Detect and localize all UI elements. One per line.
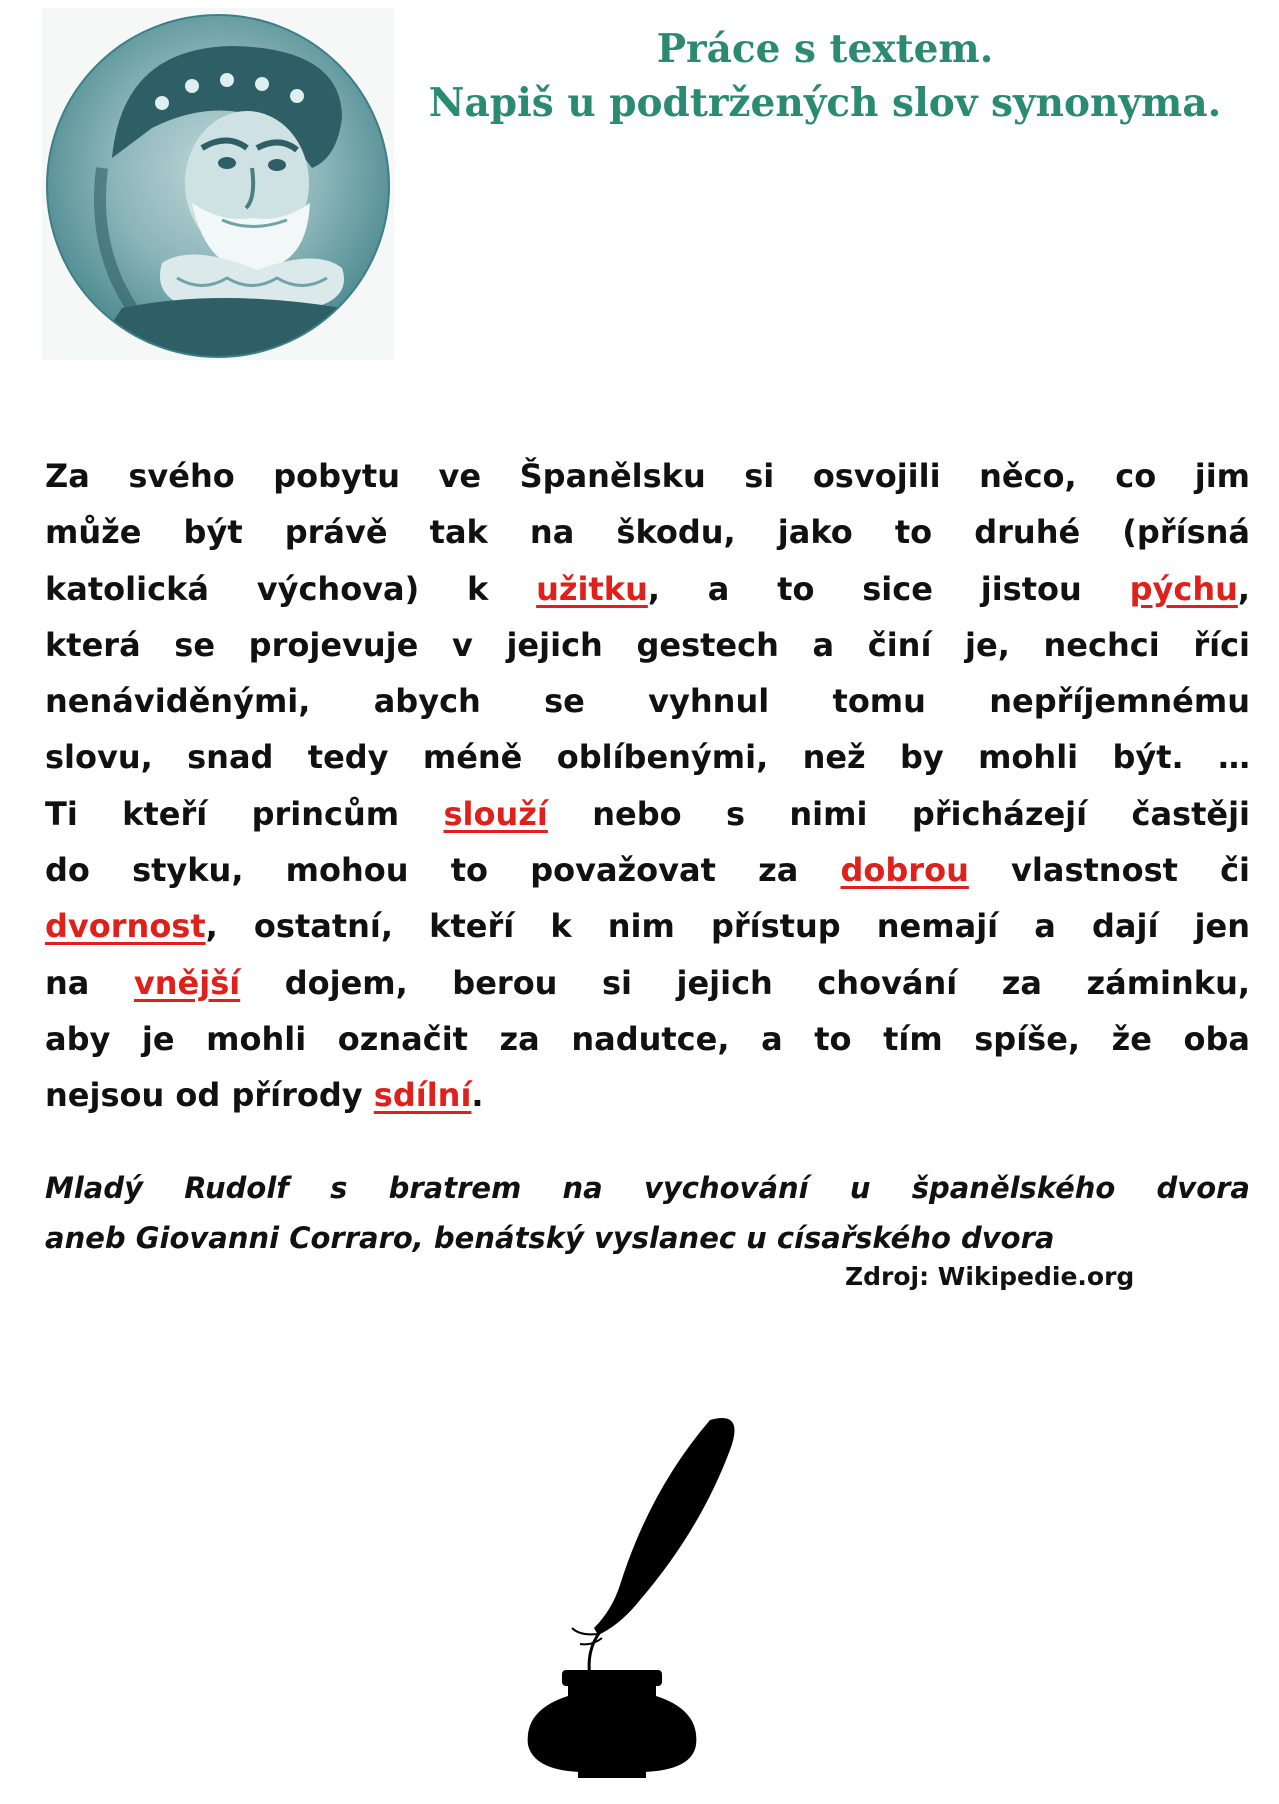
instruction: Napiš u podtržených slov synonyma. (428, 80, 1222, 126)
text-line: která se projevuje v jejich gestech a činí je, nechci říci (45, 625, 1250, 664)
text-line: dvornost, ostatní, kteří k nim přístup nemají a dají jen (45, 907, 1250, 946)
text-line: může být právě tak na škodu, jako to druhé (přísná (45, 513, 1250, 552)
attribution-line: aneb Giovanni Corraro, benátský vyslanec u císařského dvora (45, 1221, 1055, 1255)
quill-and-inkwell-icon (520, 1410, 760, 1780)
underlined-word-sdilni: sdílní (373, 1076, 472, 1115)
source-credit: Zdroj: Wikipedie.org (845, 1262, 1135, 1291)
text-line: slovu, snad tedy méně oblíbenými, než by mohli být. … (45, 738, 1250, 777)
text-line: na vnější dojem, berou si jejich chování za záminku, (45, 963, 1251, 1002)
text-line: nejsou od přírody sdílní. (45, 1076, 484, 1115)
underlined-word-pychu: pýchu (1129, 569, 1238, 608)
text-line: Ti kteří princům slouží nebo s nimi přicházejí častěji (45, 794, 1251, 833)
text-line: nenáviděnými, abych se vyhnul tomu nepříjemnému (45, 682, 1250, 721)
underlined-word-dvornost: dvornost (45, 907, 206, 946)
underlined-word-vnejsi: vnější (133, 963, 241, 1002)
portrait-medallion (42, 8, 394, 360)
text-line: Za svého pobytu ve Španělsku si osvojili něco, co jim (45, 457, 1250, 495)
underlined-word-slouzi: slouží (443, 794, 548, 833)
page-title: Práce s textem. (656, 26, 994, 72)
exercise-text (45, 448, 1250, 1124)
underlined-word-dobrou: dobrou (840, 851, 969, 890)
attribution (45, 1163, 1250, 1263)
heading (400, 22, 1250, 130)
text-line: katolická výchova) k užitku, a to sice jistou pýchu, (45, 569, 1251, 608)
text-line: do styku, mohou to považovat za dobrou vlastnost či (45, 851, 1251, 890)
text-line: aby je mohli označit za nadutce, a to tím spíše, že oba (45, 1019, 1250, 1058)
attribution-line: Mladý Rudolf s bratrem na vychování u španělského dvora (45, 1171, 1250, 1205)
underlined-word-uzitku: užitku (536, 569, 648, 608)
